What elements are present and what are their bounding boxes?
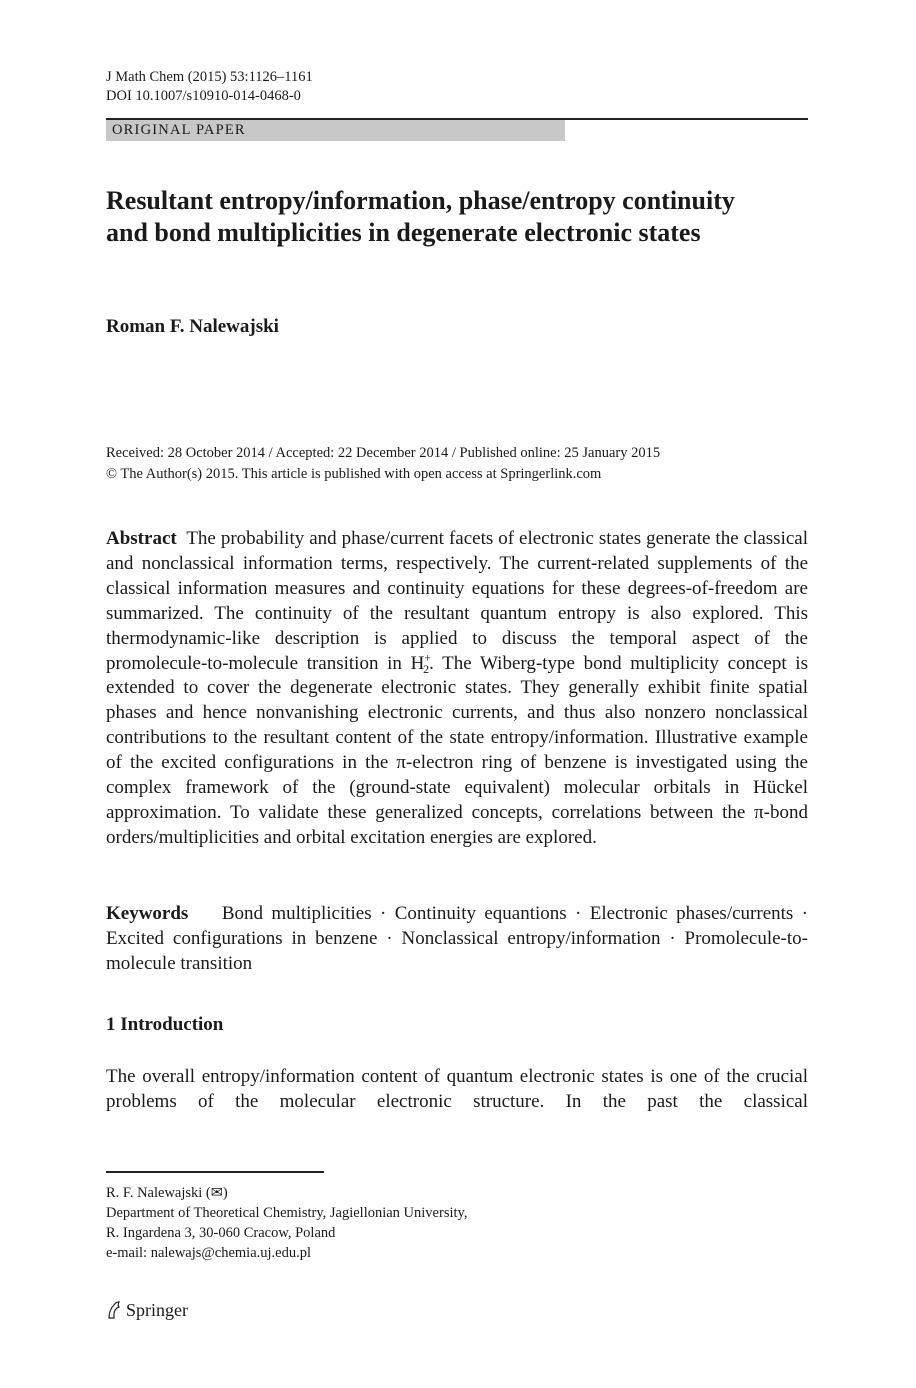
section-heading: 1 Introduction [106, 1014, 224, 1035]
footnote-rule [106, 1171, 324, 1173]
footnote-email: e-mail: nalewajs@chemia.uj.edu.pl [106, 1245, 312, 1261]
journal-citation: J Math Chem (2015) 53:1126–1161 [106, 69, 313, 85]
author-name: Roman F. Nalewajski [106, 316, 279, 337]
article-type-label: ORIGINAL PAPER [112, 122, 246, 138]
keywords-list: Bond multiplicities · Continuity equantions · Electronic phases/currents · Excited configurations in benzene · Nonclassical entropy/information · Promolecule-to-molecule transition [106, 903, 808, 974]
publication-dates: Received: 28 October 2014 / Accepted: 22 December 2014 / Published online: 25 January 2015 [106, 445, 661, 461]
abstract-text-part2: . The Wiberg-type bond multiplicity concept is extended to cover the degenerate electronic states. They generally exhibit finite spatial phases and hence nonvanishing electronic currents, and thus also nonzero nonclassical contributions to the resultant content of the state entropy/information. Illustrative example of the excited configurations in the π-electron ring of benzene is investigated using the complex framework of the (ground-state equivalent) molecular orbitals in Hückel approximation. To validate these generalized concepts, correlations between the π-bond orders/multiplicities and orbital excitation energies are explored. [106, 652, 808, 848]
footnote-address: R. Ingardena 3, 30-060 Cracow, Poland [106, 1225, 336, 1241]
publisher-name: Springer [126, 1300, 188, 1320]
footnote-author: R. F. Nalewajski (✉) [106, 1185, 228, 1201]
publication-info [106, 443, 808, 485]
section-body: The overall entropy/information content of quantum electronic states is one of the crucial problems of the molecular electronic structure. In the past the classical [106, 1066, 808, 1112]
footnote-department: Department of Theoretical Chemistry, Jagiellonian University, [106, 1205, 468, 1221]
h2-plus-formula [423, 650, 432, 677]
copyright-notice: © The Author(s) 2015. This article is published with open access at Springerlink.com [106, 466, 602, 482]
publisher-logo [106, 1298, 188, 1322]
keywords [106, 901, 808, 976]
keywords-heading: Keywords [106, 903, 189, 924]
abstract-text-part1: The probability and phase/current facets of electronic states generate the classical and nonclassical information terms, respectively. The current-related supplements of the classical information measures and continuity equations for these degrees-of-freedom are summarized. The continuity of the resultant quantum entropy is also explored. This thermodynamic-like description is applied to discuss the temporal aspect of the promolecule-to-molecule transition in H [106, 528, 808, 674]
journal-header [106, 68, 313, 106]
h2-superscript: + [424, 650, 432, 665]
springer-horse-icon [106, 1300, 122, 1320]
abstract-heading: Abstract [106, 528, 177, 549]
h2-subscript: 2 [423, 662, 430, 677]
abstract [106, 527, 808, 851]
journal-doi: DOI 10.1007/s10910-014-0468-0 [106, 88, 301, 104]
paper-title: Resultant entropy/information, phase/entropy continuity and bond multiplicities in degenerate electronic states [106, 186, 735, 247]
author-footnote [106, 1183, 467, 1263]
